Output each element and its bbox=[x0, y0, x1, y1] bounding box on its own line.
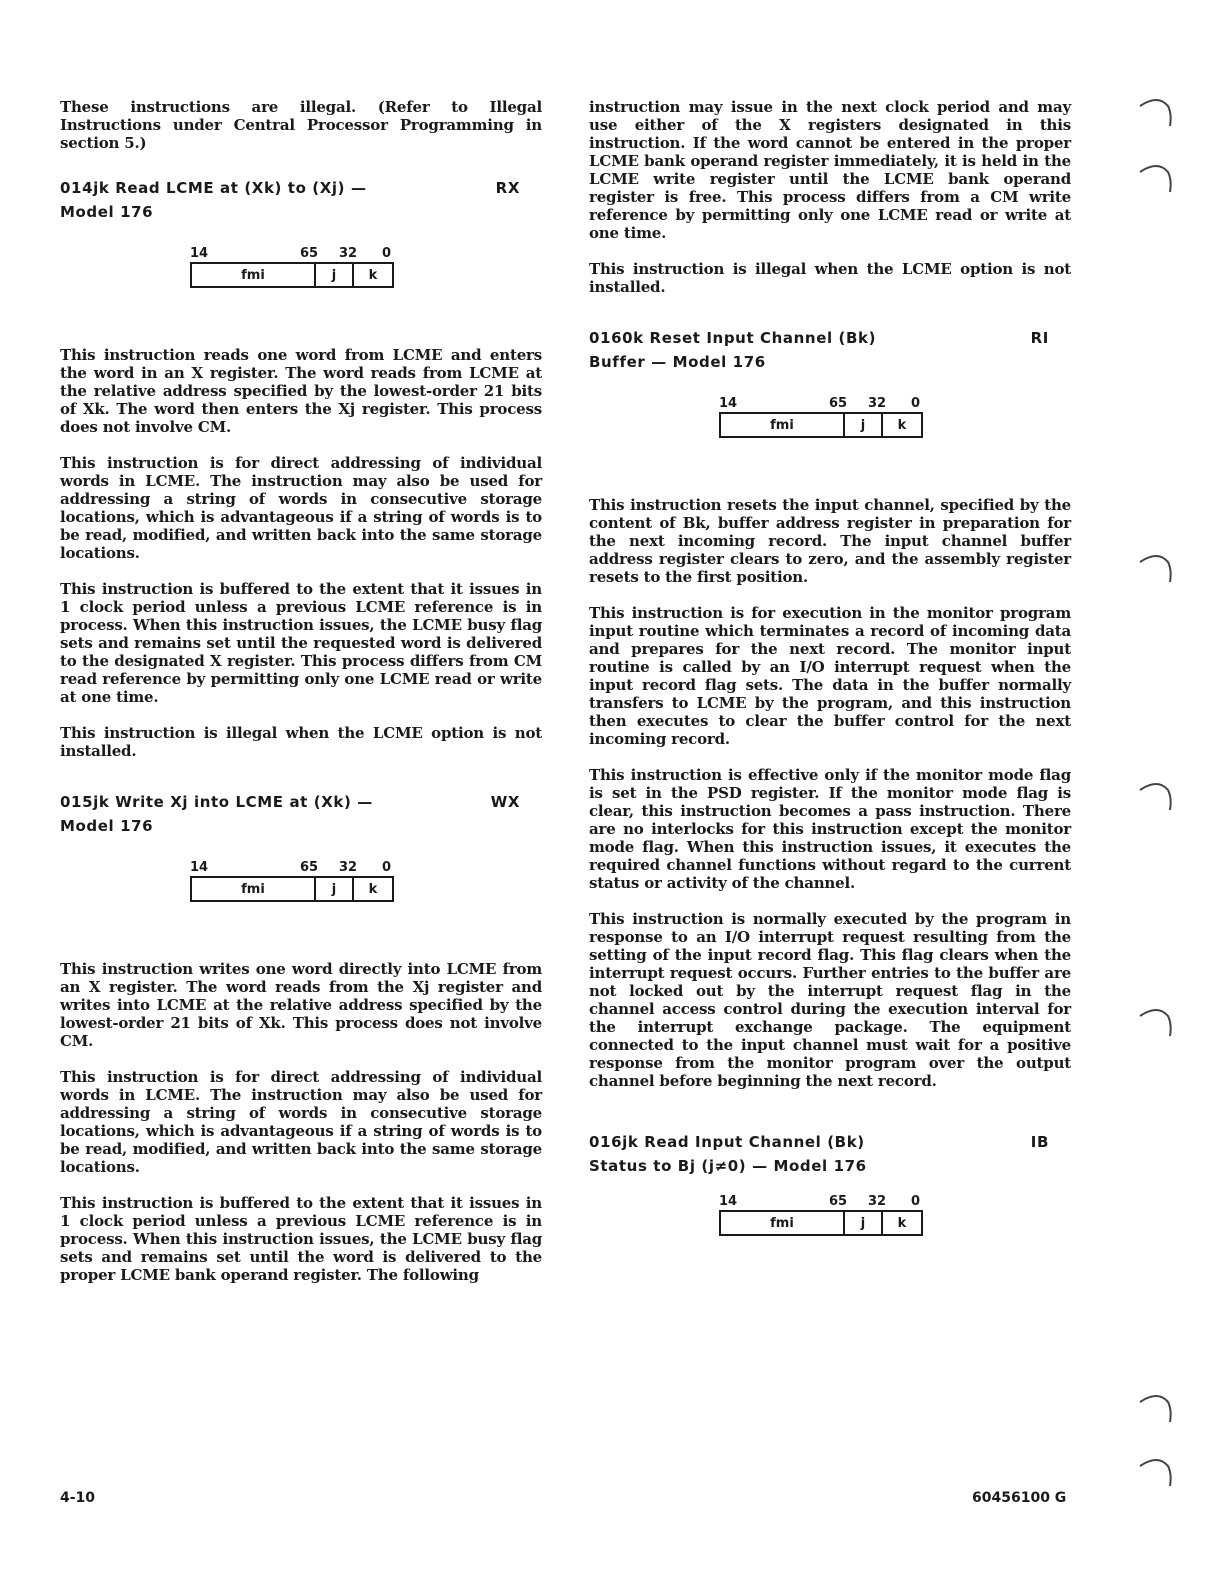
binder-hole-mark-icon bbox=[1136, 776, 1176, 816]
paragraph: This instruction is illegal when the LCME option is not installed. bbox=[589, 260, 1071, 296]
binder-hole-mark-icon bbox=[1136, 1002, 1176, 1042]
document-number: 60456100 G bbox=[972, 1490, 1067, 1506]
instruction-mnemonic: RX bbox=[495, 179, 520, 197]
instruction-title: 014jk Read LCME at (Xk) to (Xj) — Model 176 bbox=[60, 179, 367, 221]
left-column bbox=[60, 98, 542, 1302]
continued-paragraph: instruction may issue in the next clock period and may use either of the X registers designated in this instruction. If the word cannot be entered in the proper LCME bank operand register immediately, it is held in the LCME write register until the LCME bank operand register is free. This process differs from a CM write reference by permitting only one LCME read or write at one time. bbox=[589, 98, 1071, 242]
bit-label-32: 32 bbox=[868, 1194, 887, 1209]
bit-label-14: 14 bbox=[719, 1194, 738, 1209]
paragraph: This instruction is for execution in the monitor program input routine which terminates a record of incoming data and prepares for the next record. The monitor input routine is called by an I/O interrupt request when the input record flag sets. The data in the buffer normally transfers to LCME by the program, and this instruction then executes to clear the buffer control for the next incoming record. bbox=[589, 604, 1071, 748]
k-field: k bbox=[897, 1215, 907, 1231]
paragraph: This instruction is effective only if the monitor mode flag is set in the PSD register. If the monitor mode flag is clear, this instruction becomes a pass instruction. There are no interlocks for this instruction except the monitor mode flag. When this instruction issues, it executes the required channel functions without regard to the current status or activity of the channel. bbox=[589, 766, 1071, 892]
k-field: k bbox=[368, 881, 378, 897]
fmi-field: fmi bbox=[721, 1212, 845, 1234]
binder-hole-mark-icon bbox=[1136, 92, 1176, 132]
bit-label-65: 65 bbox=[829, 1194, 848, 1209]
paragraph: This instruction is buffered to the extent that it issues in 1 clock period unless a previous LCME reference is in process. When this instruction issues, the LCME busy flag sets and remains set until the word is delivered to the proper LCME bank operand register. The following bbox=[60, 1194, 542, 1284]
instruction-format-diagram bbox=[190, 246, 394, 288]
j-field: j bbox=[845, 414, 883, 436]
j-field: j bbox=[316, 264, 354, 286]
binder-hole-mark-icon bbox=[1136, 548, 1176, 588]
page-number: 4-10 bbox=[60, 1490, 96, 1506]
paragraph: This instruction is normally executed by the program in response to an I/O interrupt request resulting from the setting of the input record flag. This flag clears when the interrupt request occurs. Further entries to the buffer are not locked out by the interrupt request flag in the channel access control during the execution interval for the interrupt exchange package. The equipment connected to the input channel must wait for a positive response from the monitor program over the output channel before beginning the next record. bbox=[589, 910, 1071, 1090]
illegal-note: These instructions are illegal. (Refer to Illegal Instructions under Central Processor Programming in section 5.) bbox=[60, 98, 542, 152]
right-column bbox=[589, 98, 1071, 1294]
instruction-0160-heading bbox=[589, 326, 1071, 374]
paragraph: This instruction is buffered to the extent that it issues in 1 clock period unless a previous LCME reference is in process. When this instruction issues, the LCME busy flag sets and remains set until the requested word is delivered to the designated X register. This process differs from CM read reference by permitting only one LCME read or write at one time. bbox=[60, 580, 542, 706]
j-field: j bbox=[316, 878, 354, 900]
instruction-014-heading bbox=[60, 176, 542, 224]
binder-hole-mark-icon bbox=[1136, 1388, 1176, 1428]
binder-hole-mark-icon bbox=[1136, 1452, 1176, 1492]
paragraph: This instruction writes one word directly into LCME from an X register. The word reads from the Xj register and writes into LCME at the relative address specified by the lowest-order 21 bits of Xk. This process does not involve CM. bbox=[60, 960, 542, 1050]
bit-label-0: 0 bbox=[911, 1194, 921, 1209]
bit-label-14: 14 bbox=[190, 860, 209, 875]
paragraph: This instruction is for direct addressing of individual words in LCME. The instruction may also be used for addressing a string of words in consecutive storage locations, which is advantageous if a string of words is to be read, modified, and written back into the same storage locations. bbox=[60, 454, 542, 562]
bit-label-0: 0 bbox=[382, 246, 392, 261]
fmi-field: fmi bbox=[721, 414, 845, 436]
instruction-mnemonic: WX bbox=[490, 793, 520, 811]
j-field: j bbox=[845, 1212, 883, 1234]
instruction-format-diagram bbox=[190, 860, 394, 902]
paragraph: This instruction is illegal when the LCME option is not installed. bbox=[60, 724, 542, 760]
paragraph: This instruction resets the input channel, specified by the content of Bk, buffer address register in preparation for the next incoming record. The input channel buffer address register clears to zero, and the assembly register resets to the first position. bbox=[589, 496, 1071, 586]
instruction-format-diagram bbox=[719, 1194, 923, 1236]
bit-label-32: 32 bbox=[339, 246, 358, 261]
bit-label-0: 0 bbox=[911, 396, 921, 411]
instruction-format-diagram bbox=[719, 396, 923, 438]
k-field: k bbox=[368, 267, 378, 283]
k-field: k bbox=[897, 417, 907, 433]
fmi-field: fmi bbox=[192, 264, 316, 286]
instruction-title: 016jk Read Input Channel (Bk) Status to Bj (j≠0) — Model 176 bbox=[589, 1133, 867, 1175]
instruction-015-heading bbox=[60, 790, 542, 838]
instruction-title: 0160k Reset Input Channel (Bk) Buffer — Model 176 bbox=[589, 329, 877, 371]
instruction-mnemonic: IB bbox=[1030, 1133, 1049, 1151]
instruction-mnemonic: RI bbox=[1030, 329, 1049, 347]
fmi-field: fmi bbox=[192, 878, 316, 900]
paragraph: This instruction reads one word from LCME and enters the word in an X register. The word reads from LCME at the relative address specified by the lowest-order 21 bits of Xk. The word then enters the Xj register. This process does not involve CM. bbox=[60, 346, 542, 436]
bit-label-65: 65 bbox=[300, 860, 319, 875]
bit-label-32: 32 bbox=[868, 396, 887, 411]
instruction-title: 015jk Write Xj into LCME at (Xk) — Model 176 bbox=[60, 793, 373, 835]
bit-label-14: 14 bbox=[190, 246, 209, 261]
instruction-016-heading bbox=[589, 1130, 1071, 1178]
bit-label-65: 65 bbox=[300, 246, 319, 261]
paragraph: This instruction is for direct addressing of individual words in LCME. The instruction may also be used for addressing a string of words in consecutive storage locations, which is advantageous if a string of words is to be read, modified, and written back into the same storage locations. bbox=[60, 1068, 542, 1176]
binder-hole-mark-icon bbox=[1136, 158, 1176, 198]
bit-label-14: 14 bbox=[719, 396, 738, 411]
bit-label-0: 0 bbox=[382, 860, 392, 875]
bit-label-65: 65 bbox=[829, 396, 848, 411]
bit-label-32: 32 bbox=[339, 860, 358, 875]
